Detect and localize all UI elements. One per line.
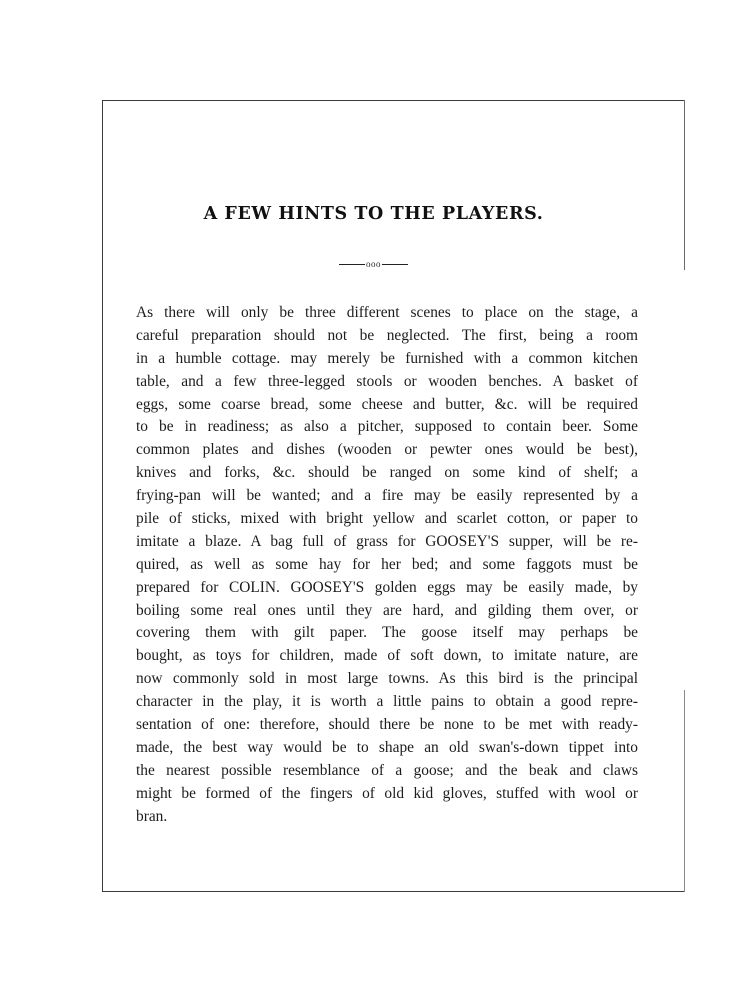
text-line: the nearest possible resemblance of a goose; and the beak and claws — [136, 761, 638, 779]
title-ornament-divider — [0, 258, 747, 270]
text-line: now commonly sold in most large towns. As this bird is the principal — [136, 670, 638, 688]
text-line: imitate a blaze. A bag full of grass for GOOSEY'S supper, will be re- — [136, 532, 638, 550]
text-line: sentation of one: therefore, should there be none to be met with ready- — [136, 716, 638, 734]
text-line: character in the play, it is worth a little pains to obtain a good repre- — [136, 693, 638, 711]
text-line: in a humble cottage. may merely be furnished with a common kitchen — [136, 349, 638, 367]
text-line: common plates and dishes (wooden or pewter ones would be best), — [136, 441, 638, 459]
text-line: bought, as toys for children, made of soft down, to imitate nature, are — [136, 647, 638, 665]
text-line: As there will only be three different scenes to place on the stage, a — [136, 304, 638, 321]
text-line: covering them with gilt paper. The goose itself may perhaps be — [136, 624, 638, 642]
text-line: table, and a few three-legged stools or wooden benches. A basket of — [136, 372, 638, 390]
text-line: prepared for COLIN. GOOSEY'S golden eggs may be easily made, by — [136, 578, 638, 596]
page-title: A FEW HINTS TO THE PLAYERS. — [203, 204, 544, 224]
body-paragraph — [136, 302, 638, 828]
text-line: might be formed of the fingers of old kid gloves, stuffed with wool or — [136, 784, 638, 802]
text-line: quired, as well as some hay for her bed; and some faggots must be — [136, 555, 638, 573]
text-line: eggs, some coarse bread, some cheese and butter, &c. will be required — [136, 395, 638, 413]
text-line: bran. — [136, 807, 168, 825]
page-border-right-upper — [684, 100, 685, 270]
text-line: boiling some real ones until they are hard, and gilding them over, or — [136, 601, 638, 619]
ornament-rule-left — [339, 264, 365, 265]
text-line: pile of sticks, mixed with bright yellow and scarlet cotton, or paper to — [136, 510, 638, 528]
ornament-mark: ooo — [366, 259, 381, 270]
text-line: careful preparation should not be neglected. The first, being a room — [136, 326, 638, 344]
text-line: knives and forks, &c. should be ranged on some kind of shelf; a — [136, 464, 638, 482]
ornament-rule-right — [382, 264, 408, 265]
page-border-right-lower — [684, 690, 685, 892]
text-line: to be in readiness; as also a pitcher, supposed to contain beer. Some — [136, 418, 638, 436]
text-line: made, the best way would be to shape an old swan's-down tippet into — [136, 738, 638, 756]
text-line: frying-pan will be wanted; and a fire may be easily represented by a — [136, 487, 638, 505]
